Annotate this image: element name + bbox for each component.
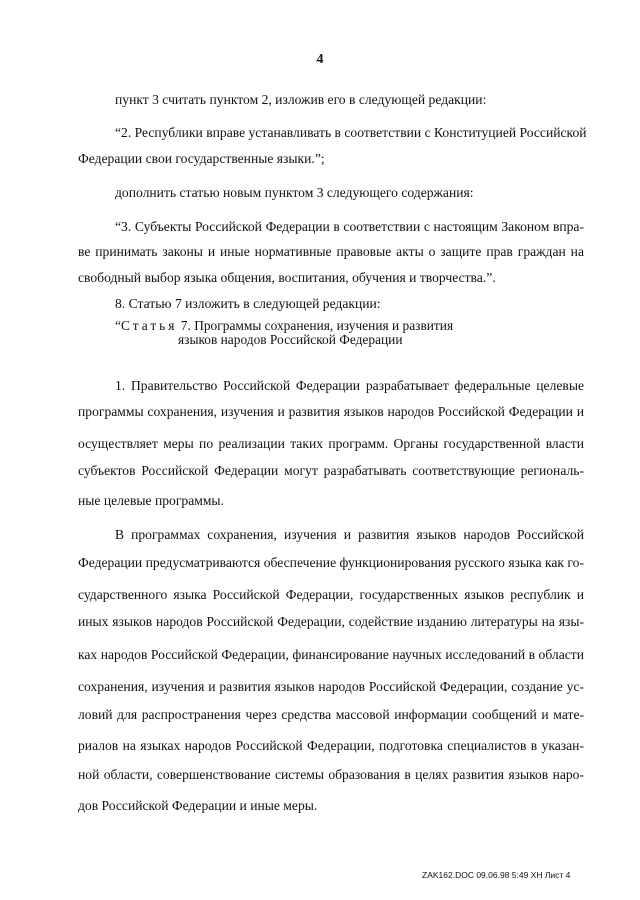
- heading-quote: “: [115, 318, 121, 333]
- paragraph-line: ные целевые программы.: [78, 493, 224, 508]
- paragraph-line: дов Российской Федерации и иные меры.: [78, 798, 318, 813]
- paragraph-line: Федерации свои государственные языки.”;: [78, 151, 325, 166]
- paragraph-line: программы сохранения, изучения и развития языков народов Российской Федерации и: [78, 404, 584, 419]
- paragraph-line: ках народов Российской Федерации, финансирование научных исследований в области: [78, 647, 584, 662]
- paragraph-line: 8. Статью 7 изложить в следующей редакции:: [115, 296, 381, 311]
- paragraph-line: ловий для распространения через средства массовой информации сообщений и мате-: [78, 707, 584, 722]
- paragraph-line: осуществляет меры по реализации таких программ. Органы государственной власти: [78, 436, 584, 451]
- heading-title: 7. Программы сохранения, изучения и развития: [177, 318, 454, 333]
- paragraph-line: риалов на языках народов Российской Федерации, подготовка специалистов в указан-: [78, 738, 584, 753]
- paragraph-line: ве принимать законы и иные нормативные правовые акты о защите прав граждан на: [78, 244, 584, 259]
- paragraph-line: сударственного языка Российской Федерации, государственных языков республик и: [78, 587, 584, 602]
- paragraph-line: “3. Субъекты Российской Федерации в соответствии с настоящим Законом впра-: [115, 219, 584, 234]
- article-heading-line-2: языков народов Российской Федерации: [178, 332, 403, 347]
- heading-article-word: Статья: [120, 318, 178, 333]
- paragraph-line: дополнить статью новым пунктом 3 следующего содержания:: [115, 185, 474, 200]
- page-number: 4: [316, 52, 324, 67]
- document-footer: ZAK162.DOC 09.06.98 5:49 ХН Лист 4: [422, 870, 571, 880]
- paragraph-line: свободный выбор языка общения, воспитания, обучения и творчества.”.: [78, 270, 496, 285]
- paragraph-line: Федерации предусматриваются обеспечение функционирования русского языка как го-: [78, 555, 584, 570]
- paragraph-line: сохранения, изучения и развития языков народов Российской Федерации, создание ус-: [78, 679, 584, 694]
- paragraph-line: В программах сохранения, изучения и развития языков народов Российской: [115, 527, 584, 542]
- paragraph-line: субъектов Российской Федерации могут разрабатывать соответствующие региональ-: [78, 463, 584, 478]
- paragraph-line: ной области, совершенствование системы образования в целях развития языков наро-: [78, 767, 584, 782]
- paragraph-line: “2. Республики вправе устанавливать в соответствии с Конституцией Российской: [115, 125, 587, 140]
- paragraph-line: 1. Правительство Российской Федерации разрабатывает федеральные целевые: [115, 378, 584, 393]
- paragraph-line: иных языков народов Российской Федерации, содействие изданию литературы на язы-: [78, 614, 584, 629]
- paragraph-line: пункт 3 считать пунктом 2, изложив его в следующей редакции:: [115, 92, 487, 107]
